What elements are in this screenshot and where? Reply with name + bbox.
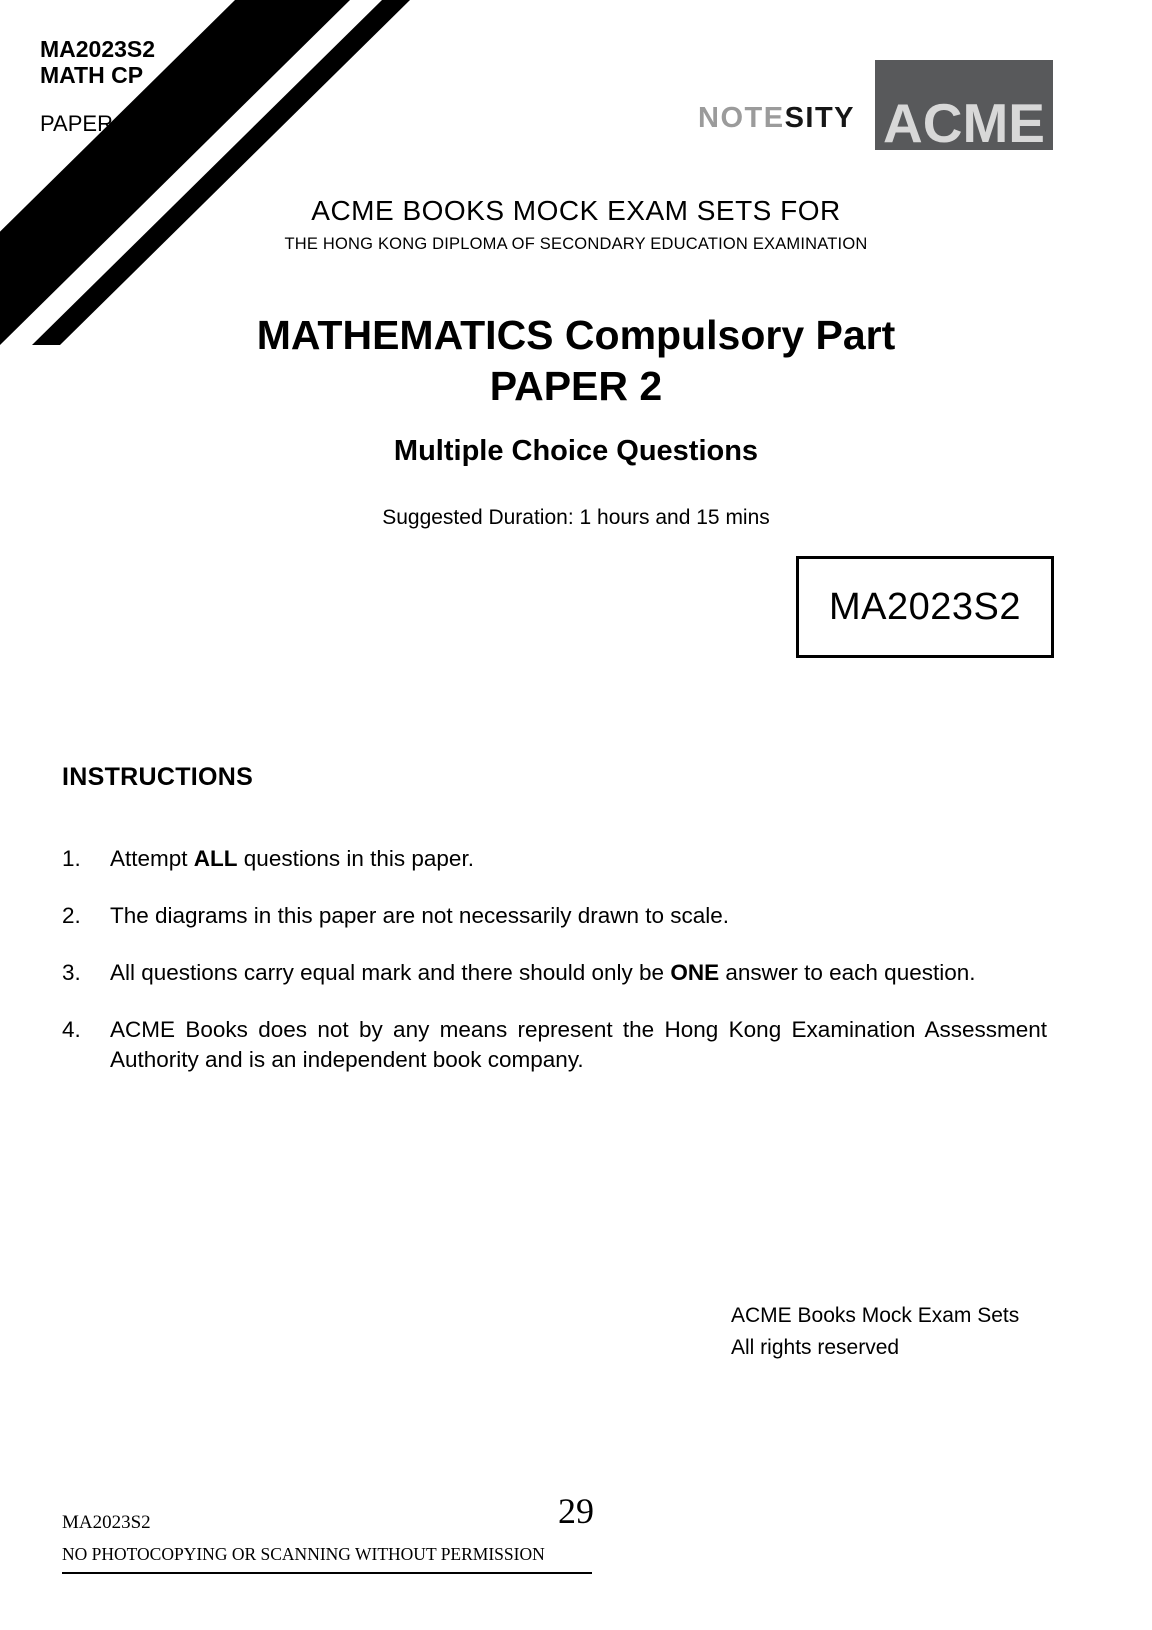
- item-text-pre: The diagrams in this paper are not necessarily drawn to scale.: [110, 902, 730, 928]
- paper-code-corner: MA2023S2: [40, 36, 156, 62]
- instructions-heading: INSTRUCTIONS: [62, 763, 254, 791]
- notesity-logo-gray-part: NOTE: [698, 102, 785, 134]
- instructions-section: [62, 763, 1047, 1102]
- paper-title: PAPER 2: [489, 363, 663, 410]
- exam-name: THE HONG KONG DIPLOMA OF SECONDARY EDUCATION EXAMINATION: [284, 235, 868, 253]
- series-title: ACME BOOKS MOCK EXAM SETS FOR: [311, 195, 841, 226]
- duration-text: Suggested Duration: 1 hours and 15 mins: [382, 505, 770, 529]
- subject-title: MATHEMATICS Compulsory Part: [256, 312, 896, 358]
- notesity-logo-dark-part: SITY: [784, 102, 856, 134]
- rights-reserved: All rights reserved: [731, 1335, 900, 1359]
- instructions-list: [62, 844, 1047, 1075]
- subject-code-corner: MATH CP: [40, 62, 144, 89]
- item-number: 4.: [62, 1016, 81, 1042]
- item-text-bold: ONE: [670, 959, 720, 985]
- paper-subtitle: Multiple Choice Questions: [393, 434, 759, 467]
- paper-label-corner: PAPER 2: [40, 110, 132, 136]
- exam-code-box: [796, 556, 1054, 658]
- item-text-post: questions in this paper.: [237, 846, 474, 871]
- title-block: [0, 195, 1152, 530]
- instruction-item-3: [62, 958, 1047, 988]
- instruction-item-2: [62, 901, 1047, 931]
- acme-logo-text: ACME: [883, 91, 1045, 154]
- page-number: 29: [558, 1491, 594, 1531]
- item-text: [110, 1015, 1047, 1075]
- item-number: 1.: [62, 846, 81, 871]
- instruction-item-4: [62, 1015, 1047, 1075]
- notesity-logo: [698, 102, 855, 135]
- exam-code-text: MA2023S2: [828, 585, 1021, 628]
- acme-logo: [875, 60, 1053, 154]
- publisher-name: ACME Books Mock Exam Sets: [731, 1304, 1020, 1327]
- corner-codes: [40, 36, 155, 137]
- item-text-post: answer to each question.: [719, 959, 976, 985]
- item-text-pre: All questions carry equal mark and there should only be: [110, 959, 671, 985]
- publisher-block: [731, 1300, 1019, 1363]
- item-number: 3.: [62, 959, 81, 985]
- item-text-bold: ALL: [193, 846, 238, 871]
- copyright-notice: NO PHOTOCOPYING OR SCANNING WITHOUT PERMISSION: [62, 1544, 592, 1574]
- footer-paper-code: MA2023S2: [62, 1512, 151, 1533]
- item-text: [110, 844, 1047, 874]
- instruction-item-1: [62, 844, 1047, 874]
- item-text: [110, 958, 1047, 988]
- item-text: [110, 901, 1047, 931]
- item-number: 2.: [62, 902, 81, 928]
- item-text-pre: ACME Books does not by any means represent the Hong Kong Examination Assessment Authority and is an independent book company.: [110, 1016, 1047, 1072]
- item-text-pre: Attempt: [110, 846, 194, 871]
